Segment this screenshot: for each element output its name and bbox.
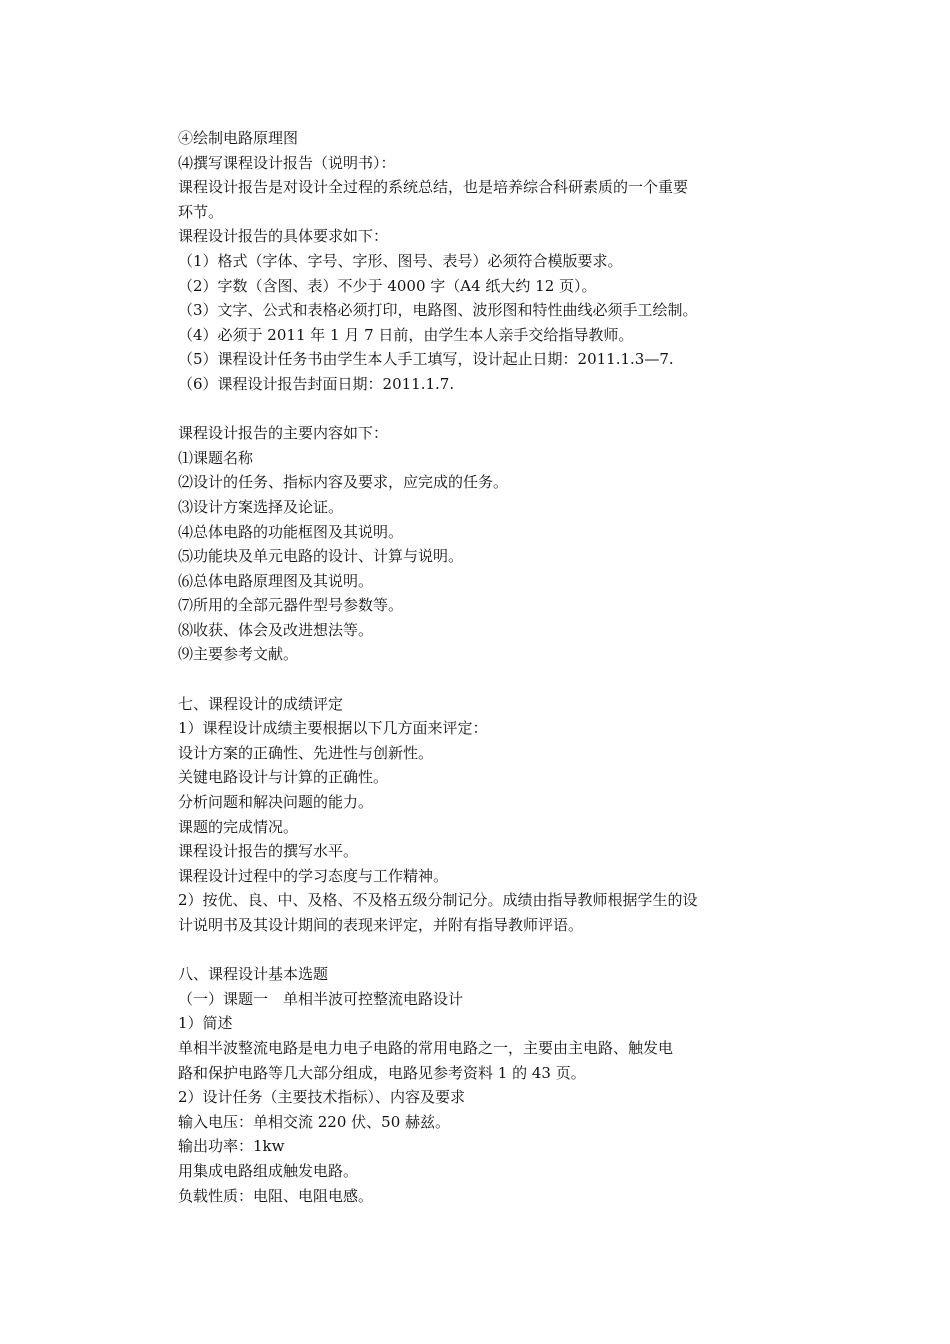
text-line: （6）课程设计报告封面日期：2011.1.7.: [178, 374, 455, 393]
section-heading: 八、课程设计基本选题: [178, 965, 329, 984]
text-line: ⑹总体电路原理图及其说明。: [178, 571, 374, 590]
text-line: 负载性质：电阻、电阻电感。: [178, 1186, 374, 1205]
text-line: （2）字数（含图、表）不少于 4000 字（A4 纸大约 12 页）。: [178, 276, 597, 295]
text-line: （1）格式（字体、字号、字形、图号、表号）必须符合模版要求。: [178, 251, 623, 270]
section-heading: 七、课程设计的成绩评定: [178, 694, 344, 713]
text-line: 关键电路设计与计算的正确性。: [178, 768, 389, 787]
text-line: 分析问题和解决问题的能力。: [178, 793, 374, 812]
text-line: 输入电压：单相交流 220 伏、50 赫兹。: [178, 1112, 451, 1131]
text-line: ④绘制电路原理图: [178, 129, 299, 147]
text-line: 计说明书及其设计期间的表现来评定，并附有指导教师评语。: [178, 916, 584, 934]
text-line: ⑷总体电路的功能框图及其说明。: [178, 522, 404, 541]
text-line: ⑷撰写课程设计报告（说明书）：: [178, 153, 396, 172]
text-line: 用集成电路组成触发电路。: [178, 1161, 359, 1180]
text-line: 课题的完成情况。: [178, 817, 299, 836]
subsection-heading: （一）课题一 单相半波可控整流电路设计: [178, 989, 464, 1008]
document-page: [178, 126, 778, 1208]
text-line: ⑼主要参考文献。: [178, 645, 299, 664]
text-line: 路和保护电路等几大部分组成，电路见参考资料 1 的 43 页。: [178, 1063, 586, 1082]
text-line: ⑻收获、体会及改进想法等。: [178, 620, 374, 639]
text-line: 设计方案的正确性、先进性与创新性。: [178, 743, 434, 762]
blank-line: [178, 938, 778, 963]
text-line: （5）课程设计任务书由学生本人手工填写，设计起止日期：2011.1.3—7.: [178, 350, 674, 369]
text-line: （4）必须于 2011 年 1 月 7 日前，由学生本人亲手交给指导教师。: [178, 325, 634, 344]
text-line: 1）课程设计成绩主要根据以下几方面来评定：: [178, 719, 488, 738]
text-line: 1）简述: [178, 1014, 233, 1033]
text-line: ⑸功能块及单元电路的设计、计算与说明。: [178, 547, 464, 566]
blank-line: [178, 667, 778, 692]
text-line: 环节。: [178, 202, 224, 221]
text-line: 课程设计报告是对设计全过程的系统总结，也是培养综合科研素质的一个重要: [178, 178, 689, 197]
text-line: 2）设计任务（主要技术指标）、内容及要求: [178, 1088, 466, 1107]
text-line: ⑴课题名称: [178, 448, 254, 467]
text-line: 输出功率：1kw: [178, 1137, 285, 1156]
section-heading: 课程设计报告的主要内容如下：: [178, 424, 389, 443]
text-line: 课程设计过程中的学习态度与工作精神。: [178, 866, 449, 885]
blank-line: [178, 397, 778, 422]
text-line: （3）文字、公式和表格必须打印，电路图、波形图和特性曲线必须手工绘制。: [178, 301, 698, 320]
text-line: ⑵设计的任务、指标内容及要求，应完成的任务。: [178, 473, 509, 492]
text-line: ⑺所用的全部元器件型号参数等。: [178, 596, 404, 615]
text-line: 课程设计报告的具体要求如下：: [178, 227, 389, 246]
text-line: 单相半波整流电路是电力电子电路的常用电路之一，主要由主电路、触发电: [178, 1038, 674, 1057]
text-line: ⑶设计方案选择及论证。: [178, 497, 344, 516]
text-line: 2）按优、良、中、及格、不及格五级分制记分。成绩由指导教师根据学生的设: [178, 891, 698, 910]
text-line: 课程设计报告的撰写水平。: [178, 842, 359, 861]
